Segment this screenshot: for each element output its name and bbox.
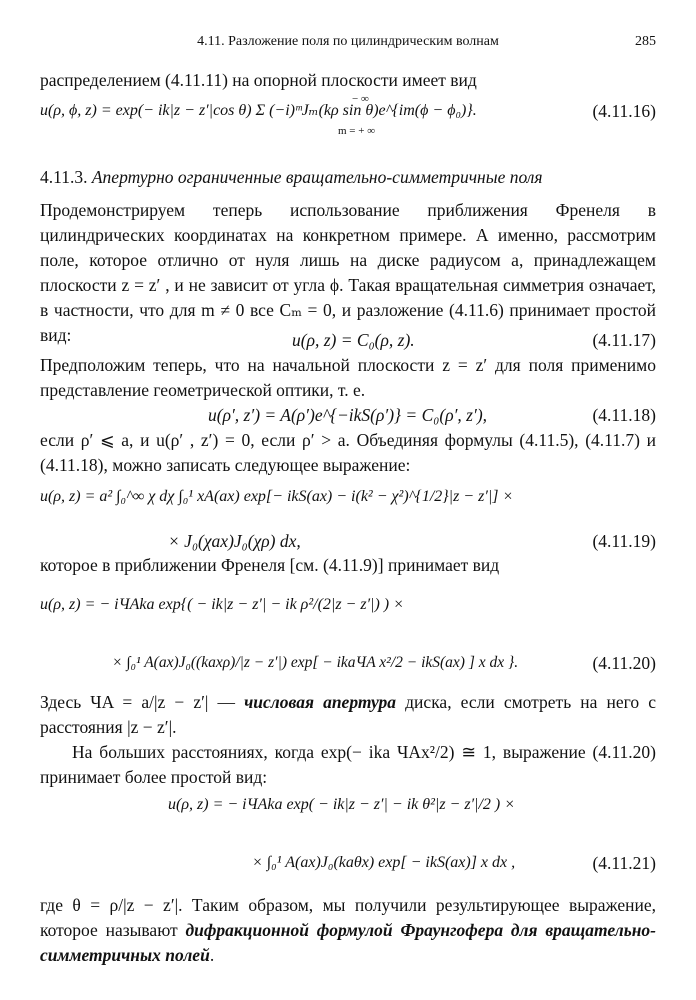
paragraph-5 xyxy=(40,690,656,740)
equation-4-11-19-line-2 xyxy=(40,528,656,554)
equation-4-11-16 xyxy=(40,92,656,136)
equation-body: u(ρ, z) = − iЧAka exp( − ik|z − z′| − ik θ²|z − z′|/2 ) × xyxy=(168,796,516,813)
equation-4-11-21-line-2 xyxy=(40,850,656,880)
equation-number: (4.11.20) xyxy=(592,653,656,673)
paragraph-5-post: диска, если смотреть на него с расстояния |z − z′|. xyxy=(40,692,656,737)
paragraph-7-pre: где θ = ρ/|z − z′|. Таким образом, мы получили результирующее выражение, которое называют xyxy=(40,895,656,940)
equation-number: (4.11.18) xyxy=(592,405,656,425)
equation-number: (4.11.19) xyxy=(592,531,656,551)
running-header xyxy=(40,30,656,54)
equation-body: × J₀(χax)J₀(χρ) dx, xyxy=(168,531,301,551)
term-numerical-aperture: числовая апертура xyxy=(244,692,397,712)
section-number: 4.11.3. xyxy=(40,167,88,187)
section-title: Апертурно ограниченные вращательно-симметричные поля xyxy=(91,167,543,187)
intro-line: распределением (4.11.11) на опорной плоскости имеет вид xyxy=(40,70,477,90)
equation-body: u(ρ′, z′) = A(ρ′)e^{−ikS(ρ′)} = C₀(ρ′, z′), xyxy=(208,405,488,425)
equation-4-11-17 xyxy=(40,327,656,353)
equation-body: × ∫₀¹ A(ax)J₀(kaθx) exp[ − ikS(ax)] x dx , xyxy=(252,854,516,871)
paragraph-2: Предположим теперь, что на начальной плоскости z = z′ для поля применимо представление геометрической оптики, т. е. xyxy=(40,355,656,400)
equation-4-11-20-line-2 xyxy=(40,650,656,680)
equation-number: (4.11.21) xyxy=(592,853,656,873)
paragraph-7-post: . xyxy=(209,945,215,965)
section-heading xyxy=(40,164,656,190)
equation-body: u(ρ, z) = − iЧAka exp{( − ik|z − z′| − ik ρ²/(2|z − z′|) ) × xyxy=(40,596,404,613)
paragraph-6: На больших расстояниях, когда exp(− ika ЧAx²/2) ≅ 1, выражение (4.11.20) принимает более простой вид: xyxy=(40,742,656,787)
equation-4-11-20-line-1 xyxy=(40,592,656,622)
equation-4-11-21-line-1 xyxy=(40,792,656,822)
equation-body: u(ρ, z) = a² ∫₀^∞ χ dχ ∫₀¹ xA(ax) exp[− ikS(ax) − i(k² − χ²)^{1/2}|z − z′|] × xyxy=(40,488,514,505)
term-fraunhofer-formula: дифракционной формулой Фраунгофера для вращательно-симметричных полей xyxy=(40,920,656,965)
equation-body: u(ρ, z) = C₀(ρ, z). xyxy=(292,330,415,350)
paragraph-5-pre: Здесь ЧA = a/|z − z′| — xyxy=(40,692,245,712)
paragraph-4: которое в приближении Френеля [см. (4.11.9)] принимает вид xyxy=(40,555,500,575)
page-number: 285 xyxy=(635,34,656,49)
paragraph-3: если ρ′ ⩽ a, и u(ρ′ , z′) = 0, если ρ′ > a. Объединяя формулы (4.11.5), (4.11.7) и (4.11.18), можно записать следующее выражение: xyxy=(40,430,656,475)
sum-lower-limit: m = + ∞ xyxy=(338,125,376,137)
paragraph-1: Продемонстрируем теперь использование приближения Френеля в цилиндрических координатах на конкретном примере. А именно, рассмотрим поле, которое отлично от нуля лишь на диске радиусом a, принадлежащем плоскости z = z′ , и не зависит от угла ϕ. Такая вращательная симметрия означает, в частности, что для m ≠ 0 все Cₘ = 0, и разложение (4.11.6) принимает простой вид: xyxy=(40,200,656,345)
equation-number: (4.11.16) xyxy=(592,101,656,121)
equation-number: (4.11.17) xyxy=(592,330,656,350)
equation-4-11-18 xyxy=(40,402,656,428)
header-title: 4.11. Разложение поля по цилиндрическим волнам xyxy=(197,34,499,49)
sum-upper-limit: − ∞ xyxy=(352,93,369,105)
equation-body: × ∫₀¹ A(ax)J₀((kaxρ)/|z − z′|) exp[ − ikaЧA x²/2 − ikS(ax) ] x dx }. xyxy=(112,654,519,671)
equation-body: u(ρ, ϕ, z) = exp(− ik|z − z′|cos θ) Σ (−i)ᵐJₘ(kρ sin θ)e^{im(ϕ − ϕ₀)}. xyxy=(40,102,477,119)
equation-4-11-19-line-1 xyxy=(40,484,656,514)
paragraph-7 xyxy=(40,893,656,968)
